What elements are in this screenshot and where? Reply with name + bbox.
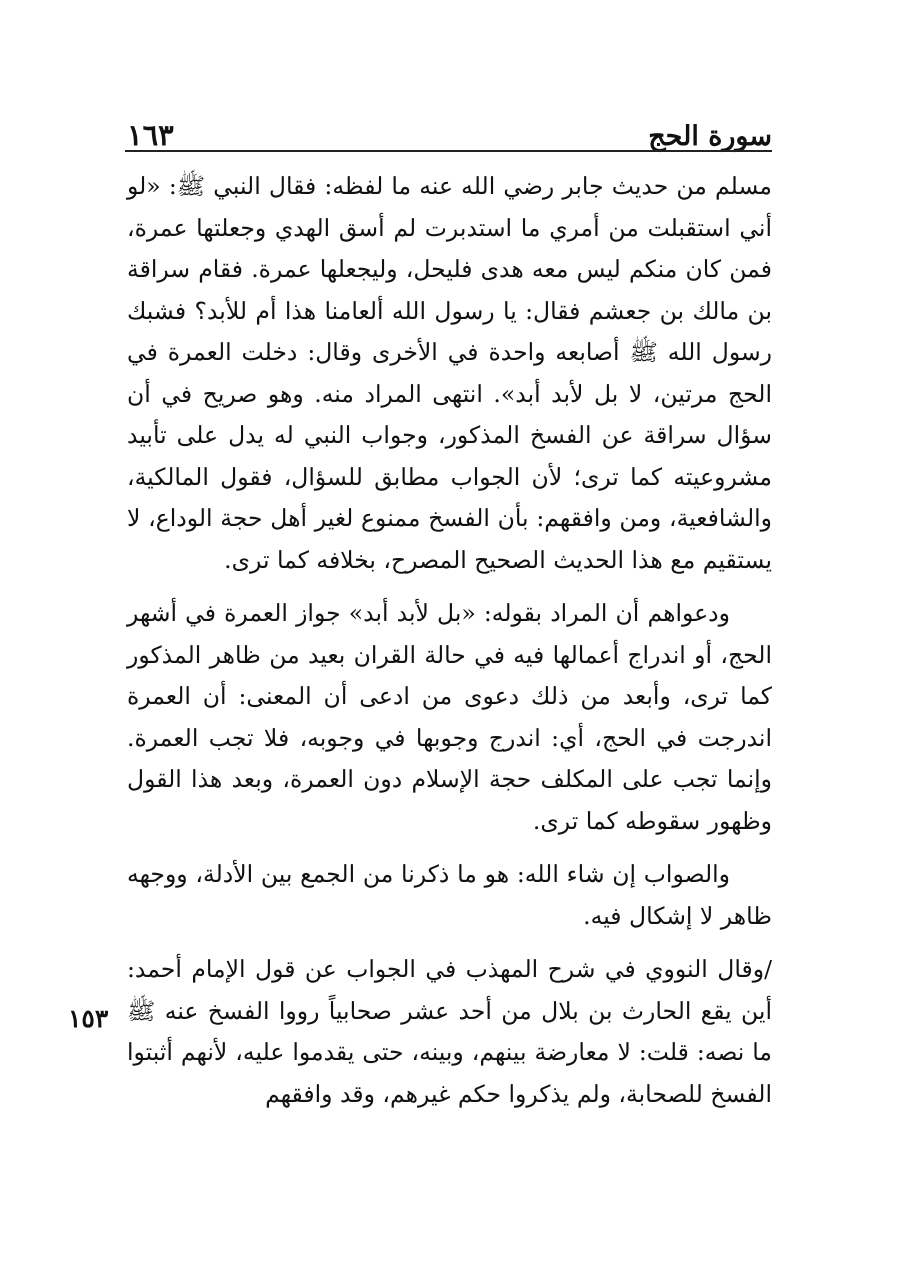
surah-title: سورة الحج	[648, 121, 772, 152]
paragraph-3: والصواب إن شاء الله: هو ما ذكرنا من الجمع بين الأدلة، ووجهه ظاهر لا إشكال فيه.	[127, 860, 772, 930]
page-header	[127, 106, 772, 150]
original-page-reference: ١٥٣	[68, 1004, 109, 1033]
header-divider	[125, 150, 772, 152]
page-body	[127, 166, 772, 1115]
page-number: ١٦٣	[127, 118, 174, 152]
paragraph-4: /وقال النووي في شرح المهذب في الجواب عن قول الإمام أحمد: أين يقع الحارث بن بلال من أحد عشر صحابياً رووا الفسخ عنه ﷺ ما نصه: قلت: لا معارضة بينهم، وبينه، حتى يقدموا عليه، لأنهم أثبتوا الفسخ للصحابة، ولم يذكروا حكم غيرهم، وقد وافقهم	[127, 955, 772, 1108]
paragraph-2: ودعواهم أن المراد بقوله: «بل لأبد أبد» جواز العمرة في أشهر الحج، أو اندراج أعمالها فيه في حالة القران بعيد من ظاهر المذكور كما ترى، وأبعد من ذلك دعوى من ادعى أن المعنى: أن العمرة اندرجت في الحج، أي: اندرج وجوبها في وجوبه، فلا تجب العمرة. وإنما تجب على المكلف حجة الإسلام دون العمرة، وبعد هذا القول وظهور سقوطه كما ترى.	[127, 599, 772, 835]
paragraph-1: مسلم من حديث جابر رضي الله عنه ما لفظه: فقال النبي ﷺ: «لو أني استقبلت من أمري ما استدبرت لم أسق الهدي وجعلتها عمرة، فمن كان منكم ليس معه هدى فليحل، وليجعلها عمرة. فقام سراقة بن مالك بن جعشم فقال: يا رسول الله ألعامنا هذا أم للأبد؟ فشبك رسول الله ﷺ أصابعه واحدة في الأخرى وقال: دخلت العمرة في الحج مرتين، لا بل لأبد أبد». انتهى المراد منه. وهو صريح في أن سؤال سراقة عن الفسخ المذكور، وجواب النبي له يدل على تأبيد مشروعيته كما ترى؛ لأن الجواب مطابق للسؤال، فقول المالكية، والشافعية، ومن وافقهم: بأن الفسخ ممنوع لغير أهل حجة الوداع، لا يستقيم مع هذا الحديث الصحيح المصرح، بخلافه كما ترى.	[127, 172, 772, 574]
